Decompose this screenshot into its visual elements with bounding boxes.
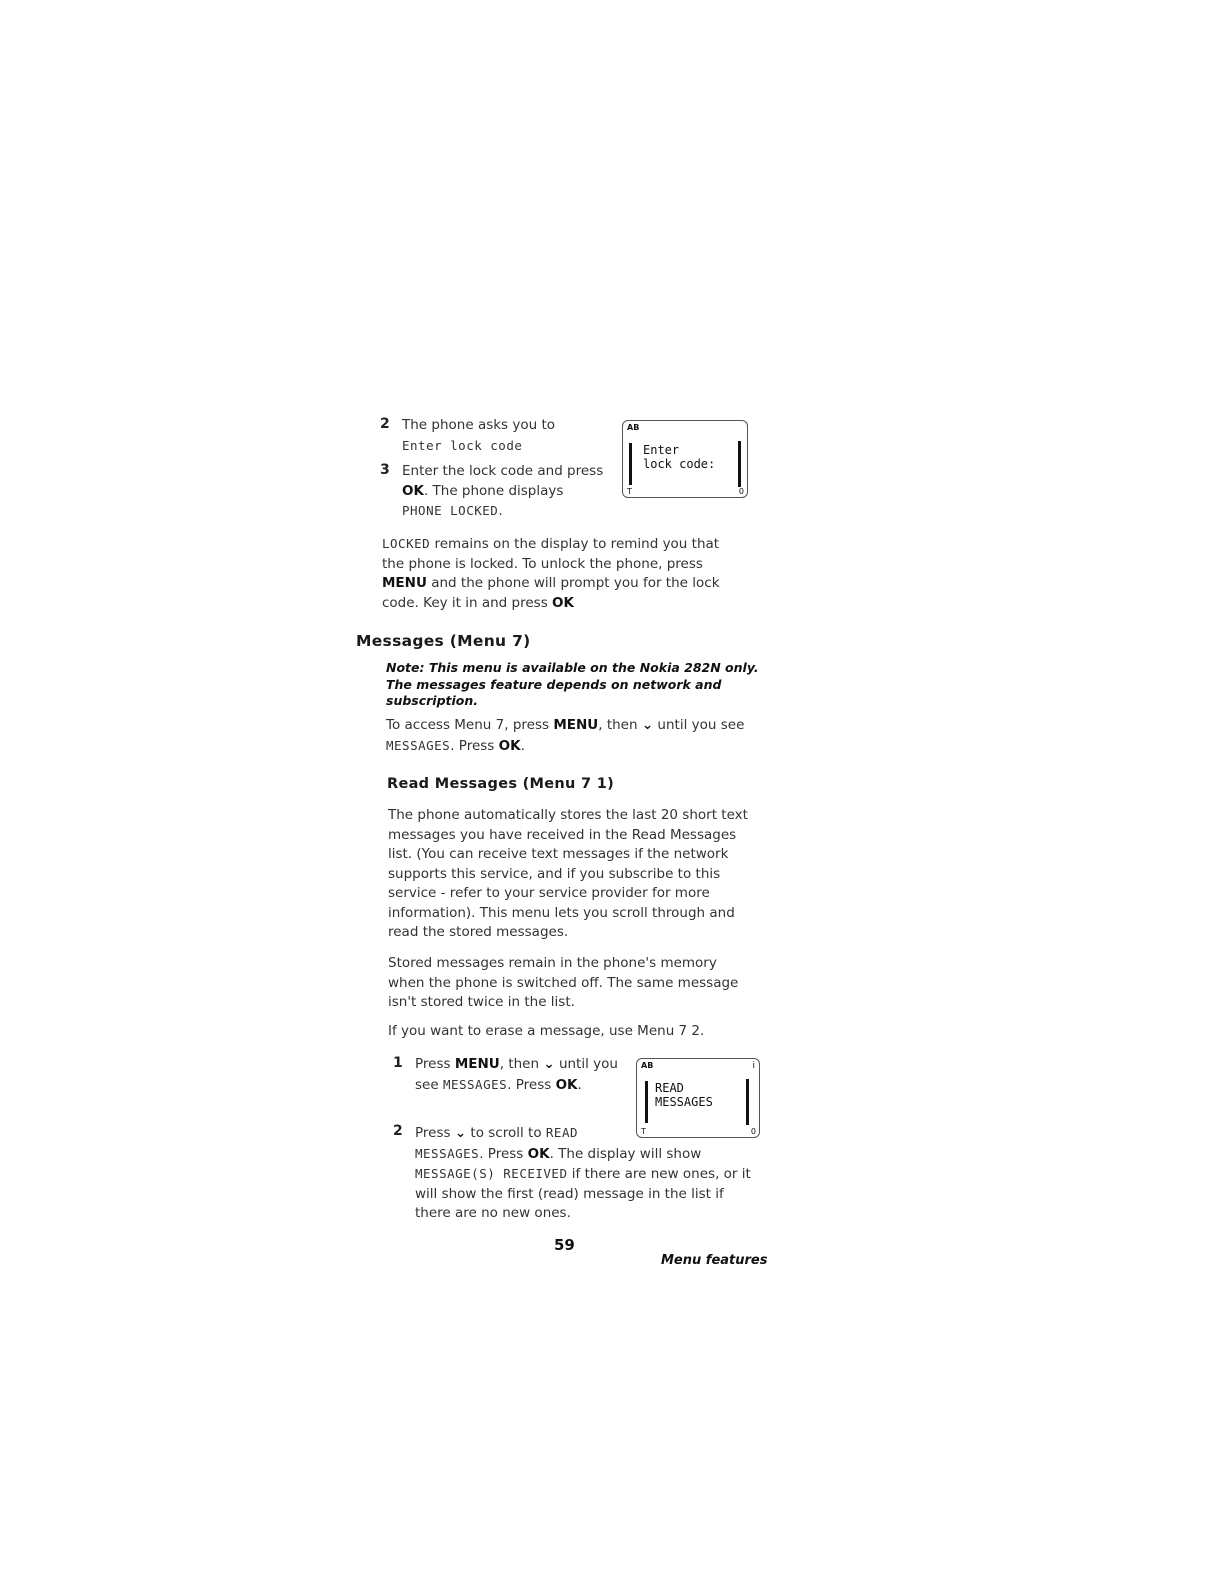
note: Note: This menu is available on the Nokia 282N only. The messages feature depends on network and subscription.: [386, 660, 759, 708]
step-number: 2: [393, 1123, 403, 1139]
locked-paragraph: [382, 534, 742, 613]
step-text: . Press: [479, 1145, 528, 1162]
menu-key: MENU: [454, 1056, 500, 1072]
step-text: to scroll to: [466, 1125, 546, 1141]
ok-key: OK: [555, 1076, 578, 1093]
battery-bar-icon: [738, 441, 741, 487]
ok-key: OK: [527, 1145, 550, 1162]
read-paragraph-1: The phone automatically stores the last 20 short text messages you have received in the Read Messages list. (You can receive text messages if the network supports this service, and if you subscribe to this service - refer to your service provider for more information). This menu lets you scroll through and read the stored messages.: [388, 807, 748, 940]
step-text: The phone asks you to: [402, 417, 556, 433]
ok-key: OK: [552, 594, 574, 611]
display-line: lock code:: [643, 457, 716, 471]
scroll-down-icon: ⌄: [543, 1056, 555, 1072]
step-text: . The phone displays: [423, 482, 564, 499]
paragraph-text: To access Menu 7, press: [386, 717, 554, 733]
display-text: PHONE LOCKED: [402, 503, 499, 518]
scroll-down-icon: ⌄: [454, 1125, 467, 1141]
period: .: [498, 503, 503, 519]
step-text: . The display will show: [549, 1145, 702, 1162]
section-footer: Menu features: [661, 1253, 768, 1268]
step-text: Press: [415, 1056, 455, 1072]
display-text: Enter lock code: [402, 437, 523, 453]
read-paragraph-3: If you want to erase a message, use Menu 7 2.: [388, 1023, 705, 1039]
ok-key: OK: [402, 482, 424, 499]
step-text: until you see: [415, 1056, 618, 1093]
display-text: MESSAGES: [386, 737, 451, 753]
phone-display-read-messages: [636, 1058, 760, 1138]
display-text: READ: [545, 1125, 578, 1140]
display-line: Enter: [643, 443, 680, 457]
step-number: 1: [393, 1055, 403, 1071]
display-indicator: i: [752, 1061, 755, 1071]
phone-display-lock: [622, 420, 748, 498]
paragraph-text: , then: [598, 717, 642, 733]
display-text: LOCKED: [382, 536, 431, 551]
read-paragraph-2: Stored messages remain in the phone's memory when the phone is switched off. The same message isn't stored twice in the list.: [388, 955, 739, 1010]
battery-bar-icon: [746, 1079, 749, 1125]
display-indicator: AB: [641, 1061, 654, 1070]
section-heading-read-messages: Read Messages (Menu 7 1): [387, 776, 615, 792]
access-paragraph: [386, 716, 746, 756]
signal-bar-icon: [629, 443, 632, 485]
step-number: 3: [380, 462, 390, 478]
paragraph-text: and the phone will prompt you for the lock code. Key it in and press: [382, 575, 720, 611]
display-text: MESSAGES: [442, 1076, 508, 1092]
paragraph-text: until you see: [653, 717, 745, 733]
step-text: Press: [415, 1125, 455, 1141]
step-number: 2: [380, 416, 390, 432]
battery-label: 0: [738, 487, 744, 496]
scroll-down-icon: ⌄: [641, 717, 654, 733]
period: .: [577, 1076, 582, 1093]
step-text: if there are new ones, or it will show the first (read) message in the list if there are no new ones.: [415, 1166, 751, 1221]
display-line: READ: [655, 1081, 684, 1095]
paragraph-text: remains on the display to remind you that the phone is locked. To unlock the phone, press: [382, 536, 720, 572]
menu-key: MENU: [553, 717, 599, 733]
period: .: [520, 737, 525, 754]
signal-bar-icon: [645, 1081, 648, 1123]
display-indicator: AB: [627, 423, 640, 432]
signal-label: T: [641, 1127, 646, 1136]
ok-key: OK: [498, 737, 521, 754]
step-text: . Press: [507, 1076, 556, 1093]
display-text: MESSAGES: [415, 1145, 480, 1161]
step-text: Enter the lock code and press: [402, 463, 604, 479]
paragraph-text: . Press: [450, 737, 499, 754]
step-text: , then: [499, 1056, 544, 1072]
menu-key: MENU: [382, 575, 427, 591]
section-heading-messages: Messages (Menu 7): [356, 632, 531, 650]
signal-label: T: [627, 487, 632, 496]
battery-label: 0: [750, 1127, 756, 1136]
display-text: MESSAGE(S) RECEIVED: [415, 1166, 568, 1181]
page-number: 59: [554, 1236, 575, 1254]
display-line: MESSAGES: [655, 1095, 713, 1109]
